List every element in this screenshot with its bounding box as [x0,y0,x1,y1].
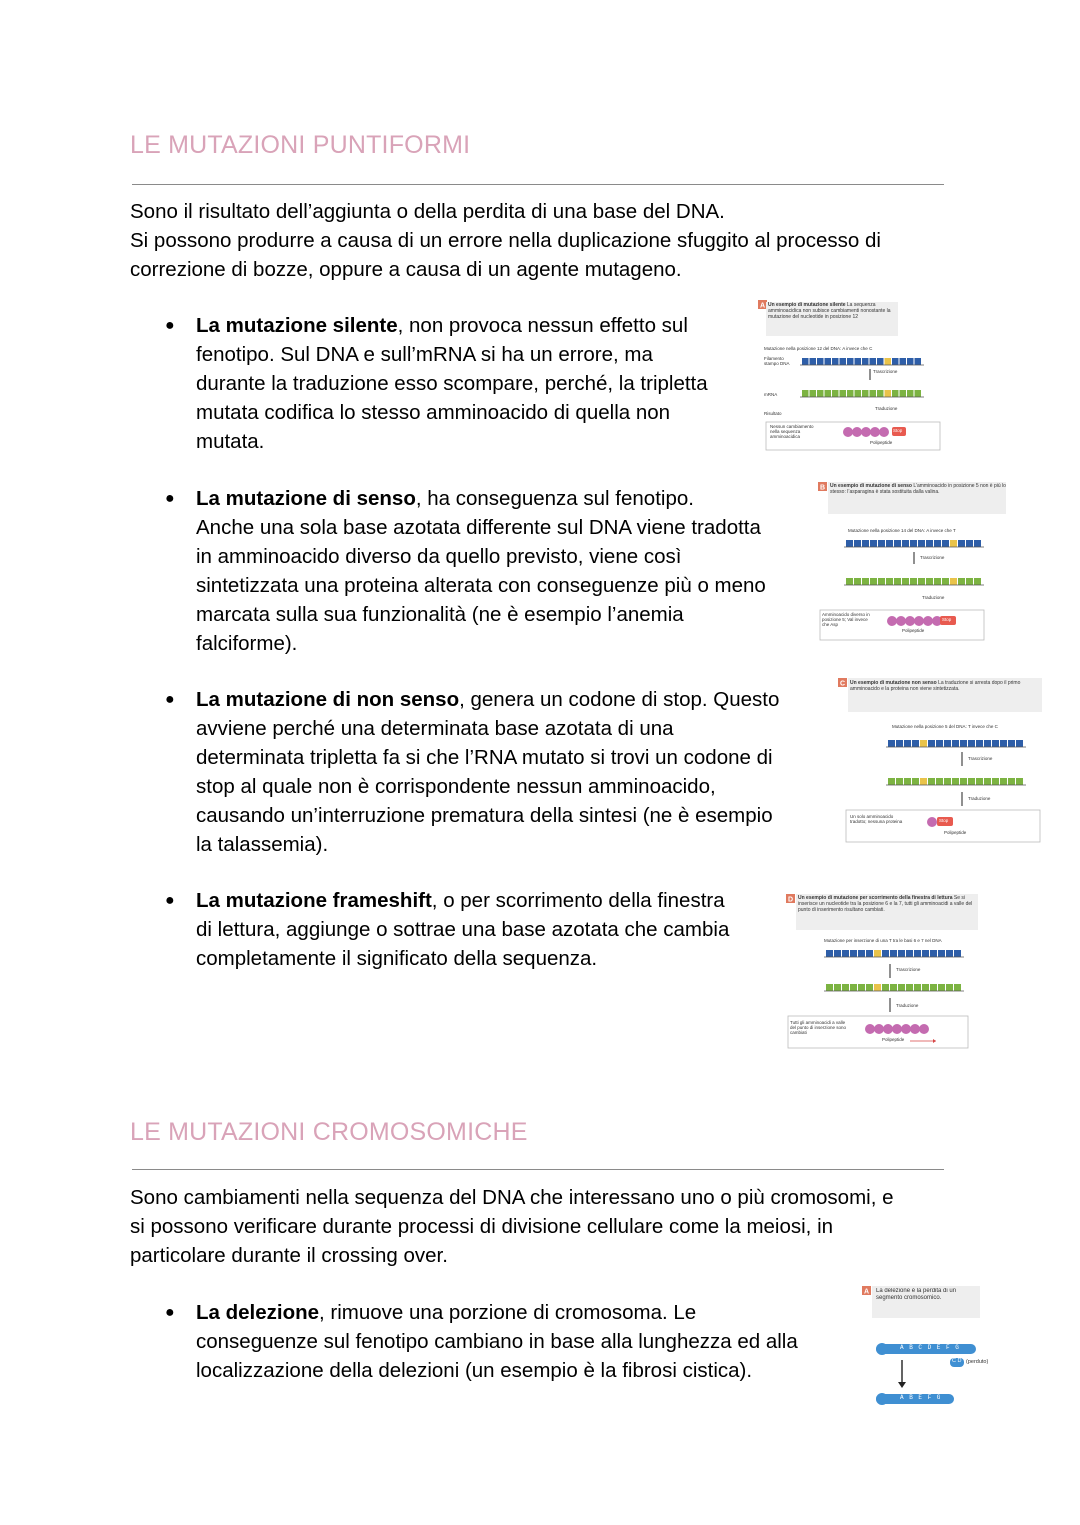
bullet-icon: ● [165,490,175,507]
amino-acid [905,616,915,626]
section-title-chromosomal-mutations: LE MUTAZIONI CROMOSOMICHE [130,1118,528,1146]
nucleotide [890,950,897,957]
nucleotide [920,740,927,747]
nucleotide [1008,740,1015,747]
amino-acid [870,427,880,437]
nucleotide [896,778,903,785]
nucleotide [934,540,941,547]
nucleotide [984,740,991,747]
nucleotide [926,540,933,547]
figure-nonsense-mutation: C Un esempio di mutazione non senso La traduzione si arresta dopo il primo amminoacido e la proteina non viene sintetizzata. Mutazione nella posizione 5 del DNA: T invece che C Trascrizione Traduzione Un solo amminoacido tradotto; nessuna proteina Stop Polipeptide [836,676,1046,846]
amino-acid [865,1024,875,1034]
list-item-deletion: ● La delezione, rimuove una porzione di cromosoma. Le conseguenze sul fenotipo cambiano in base alla lunghezza ed alla localizzazione della delezioni (un esempio è la fibrosi cistica). [165,1298,798,1385]
nucleotide [810,390,817,397]
bullet-icon: ● [165,892,175,909]
nucleotide [817,358,824,365]
nucleotide [862,540,869,547]
nucleotide [944,778,951,785]
nucleotide [870,390,877,397]
amino-acid [923,616,933,626]
nucleotide [904,778,911,785]
nucleotide [992,740,999,747]
nucleotide [866,984,873,991]
nucleotide [846,540,853,547]
nucleotide [842,950,849,957]
nucleotide [984,778,991,785]
list-item-missense-mutation: ● La mutazione di senso, ha conseguenza sul fenotipo. Anche una sola base azotata differente sul DNA viene tradotta in amminoacido diverso da quello previsto, viene così sintetizzata una proteina alterata con conseguenze più o meno marcata sulla sua funzionalità (ne è esempio l’anemia falciforme). [165,484,766,658]
nucleotide [918,540,925,547]
nucleotide [966,578,973,585]
figure-letter: A [760,302,766,310]
nucleotide [892,390,899,397]
nucleotide [915,358,922,365]
nucleotide [914,984,921,991]
nucleotide [855,390,862,397]
section-title-point-mutations: LE MUTAZIONI PUNTIFORMI [130,131,471,159]
nucleotide [950,578,957,585]
nucleotide [854,578,861,585]
nucleotide [907,390,914,397]
nucleotide [930,950,937,957]
amino-acid [896,616,906,626]
nucleotide [938,984,945,991]
nucleotide [952,740,959,747]
nucleotide [810,358,817,365]
amino-acid [914,616,924,626]
nucleotide [912,778,919,785]
nucleotide [825,390,832,397]
nucleotide [976,740,983,747]
nucleotide [934,578,941,585]
nucleotide [882,984,889,991]
figure-deletion: A La delezione è la perdita di un segmento cromosomico. A B C D E F G C D (perduto) A B E F G [860,1284,1010,1414]
bullet-icon: ● [165,317,175,334]
nucleotide [960,778,967,785]
nucleotide [894,578,901,585]
nucleotide [898,984,905,991]
nucleotide [976,778,983,785]
amino-acid [919,1024,929,1034]
nucleotide [952,778,959,785]
list-item-silent-mutation: ● La mutazione silente, non provoca nessun effetto sul fenotipo. Sul DNA e sull’mRNA si ha un errore, ma durante la traduzione esso scompare, perché, la tripletta mutata codifica lo stesso amminoacido di quella non mutata. [165,311,708,456]
nucleotide [888,740,895,747]
nucleotide [885,390,892,397]
nucleotide [877,390,884,397]
nucleotide [1016,740,1023,747]
nucleotide [910,540,917,547]
nucleotide [870,358,877,365]
nucleotide [936,778,943,785]
amino-acid [843,427,853,437]
nucleotide [966,540,973,547]
nucleotide [847,358,854,365]
nucleotide [834,984,841,991]
nucleotide [922,950,929,957]
nucleotide [900,390,907,397]
figure-silent-mutation: A Un esempio di mutazione silente La sequenza amminoacidica non subisce cambiamenti nonostante la mutazione del nucleotide in posizione 12 Mutazione nella posizione 12 del DNA: A invece che C Filamento stampo DNA Trascrizione mRNA Risultato Traduzione Nessun cambiamento nella sequenza amminoacidica Polipeptide Stop [758,300,958,452]
nucleotide [1000,740,1007,747]
amino-acid [879,427,889,437]
nucleotide [855,358,862,365]
intro-paragraph: Sono il risultato dell’aggiunta o della perdita di una base del DNA. Si possono produrre a causa di un errore nella duplicazione sfuggito al processo di correzione di bozze, oppure a causa di un agente mutageno. [130,200,881,281]
amino-acid [874,1024,884,1034]
nucleotide [954,950,961,957]
nucleotide [907,358,914,365]
nucleotide [936,740,943,747]
nucleotide [928,740,935,747]
nucleotide [942,578,949,585]
nucleotide [1016,778,1023,785]
nucleotide [858,950,865,957]
nucleotide [974,578,981,585]
nucleotide [918,578,925,585]
nucleotide [862,358,869,365]
nucleotide [885,358,892,365]
nucleotide [910,578,917,585]
svg-text:D: D [788,896,794,904]
nucleotide [902,540,909,547]
nucleotide [858,984,865,991]
nucleotide [900,358,907,365]
nucleotide [886,540,893,547]
amino-acid [883,1024,893,1034]
nucleotide [826,950,833,957]
nucleotide [862,578,869,585]
nucleotide [904,740,911,747]
nucleotide [902,578,909,585]
section-divider [132,1169,944,1170]
figure-missense-mutation: B Un esempio di mutazione di senso L’amminoacido in posizione 5 non è più lo stesso: l’asparagina è stata sostituita dalla valina. Mutazione nella posizione 14 del DNA: A invece che T Trascrizione Traduzione Amminoacido diverso in posizione 5; Val invece che Asp Polipeptide Stop [818,480,1018,645]
svg-text:B: B [820,484,826,492]
bullet-icon: ● [165,691,175,708]
nucleotide [938,950,945,957]
nucleotide [894,540,901,547]
nucleotide [850,950,857,957]
nucleotide [834,950,841,957]
nucleotide [877,358,884,365]
nucleotide [914,950,921,957]
nucleotide [950,540,957,547]
nucleotide [832,390,839,397]
nucleotide [840,358,847,365]
amino-acid [852,427,862,437]
nucleotide [974,540,981,547]
nucleotide [926,578,933,585]
nucleotide [896,740,903,747]
nucleotide [992,778,999,785]
amino-acid [892,1024,902,1034]
nucleotide [850,984,857,991]
nucleotide [892,358,899,365]
nucleotide [825,358,832,365]
nucleotide [874,984,881,991]
nucleotide [870,578,877,585]
nucleotide [1000,778,1007,785]
nucleotide [922,984,929,991]
nucleotide [802,358,809,365]
nucleotide [888,778,895,785]
list-item-frameshift-mutation: ● La mutazione frameshift, o per scorrimento della finestra di lettura, aggiunge o sottrae una base azotata che cambia completamente il significato della sequenza. [165,886,729,973]
nucleotide [942,540,949,547]
nucleotide [906,950,913,957]
nucleotide [847,390,854,397]
nucleotide [802,390,809,397]
intro-paragraph: Sono cambiamenti nella sequenza del DNA che interessano uno o più cromosomi, e si possono verificare durante processi di divisione cellulare come la meiosi, in particolare durante il crossing over. [130,1186,894,1267]
nucleotide [874,950,881,957]
nucleotide [882,950,889,957]
nucleotide [878,540,885,547]
bullet-icon: ● [165,1304,175,1321]
amino-acid [901,1024,911,1034]
nucleotide [817,390,824,397]
nucleotide [920,778,927,785]
nucleotide [928,778,935,785]
nucleotide [898,950,905,957]
nucleotide [946,950,953,957]
amino-acid [861,427,871,437]
nucleotide [826,984,833,991]
list-item-nonsense-mutation: ● La mutazione di non senso, genera un codone di stop. Questo avviene perché una determinata base azotata di una determinata tripletta fa si che l’RNA mutato si trovi un codone di stop al quale non è corrispondente nessun amminoacido, causando un’interruzione prematura della sintesi (ne è esempio la talassemia). [165,685,779,859]
section-divider [132,184,944,185]
nucleotide [968,740,975,747]
nucleotide [915,390,922,397]
nucleotide [870,540,877,547]
svg-text:C: C [840,680,846,688]
nucleotide [846,578,853,585]
nucleotide [878,578,885,585]
nucleotide [912,740,919,747]
nucleotide [854,540,861,547]
nucleotide [840,390,847,397]
nucleotide [958,540,965,547]
amino-acid [910,1024,920,1034]
nucleotide [832,358,839,365]
nucleotide [968,778,975,785]
figure-frameshift-mutation: D Un esempio di mutazione per scorrimento della finestra di lettura Se si inserisce un nucleotide tra la posizione 6 e la 7, tutti gli amminoacidi a valle del punto di inserimento risultano cambiati. Mutazione per inserzione di una T tra le basi 6 e 7 nel DNA Trascrizione Traduzione Tutti gli amminoacidi a valle del punto di inserzione sono cambiati Polipeptide [786,892,986,1052]
nucleotide [930,984,937,991]
nucleotide [954,984,961,991]
nucleotide [866,950,873,957]
nucleotide [890,984,897,991]
nucleotide [958,578,965,585]
svg-text:A: A [864,1288,870,1296]
nucleotide [886,578,893,585]
amino-acid [887,616,897,626]
nucleotide [944,740,951,747]
nucleotide [946,984,953,991]
nucleotide [906,984,913,991]
nucleotide [960,740,967,747]
nucleotide [862,390,869,397]
nucleotide [1008,778,1015,785]
nucleotide [842,984,849,991]
